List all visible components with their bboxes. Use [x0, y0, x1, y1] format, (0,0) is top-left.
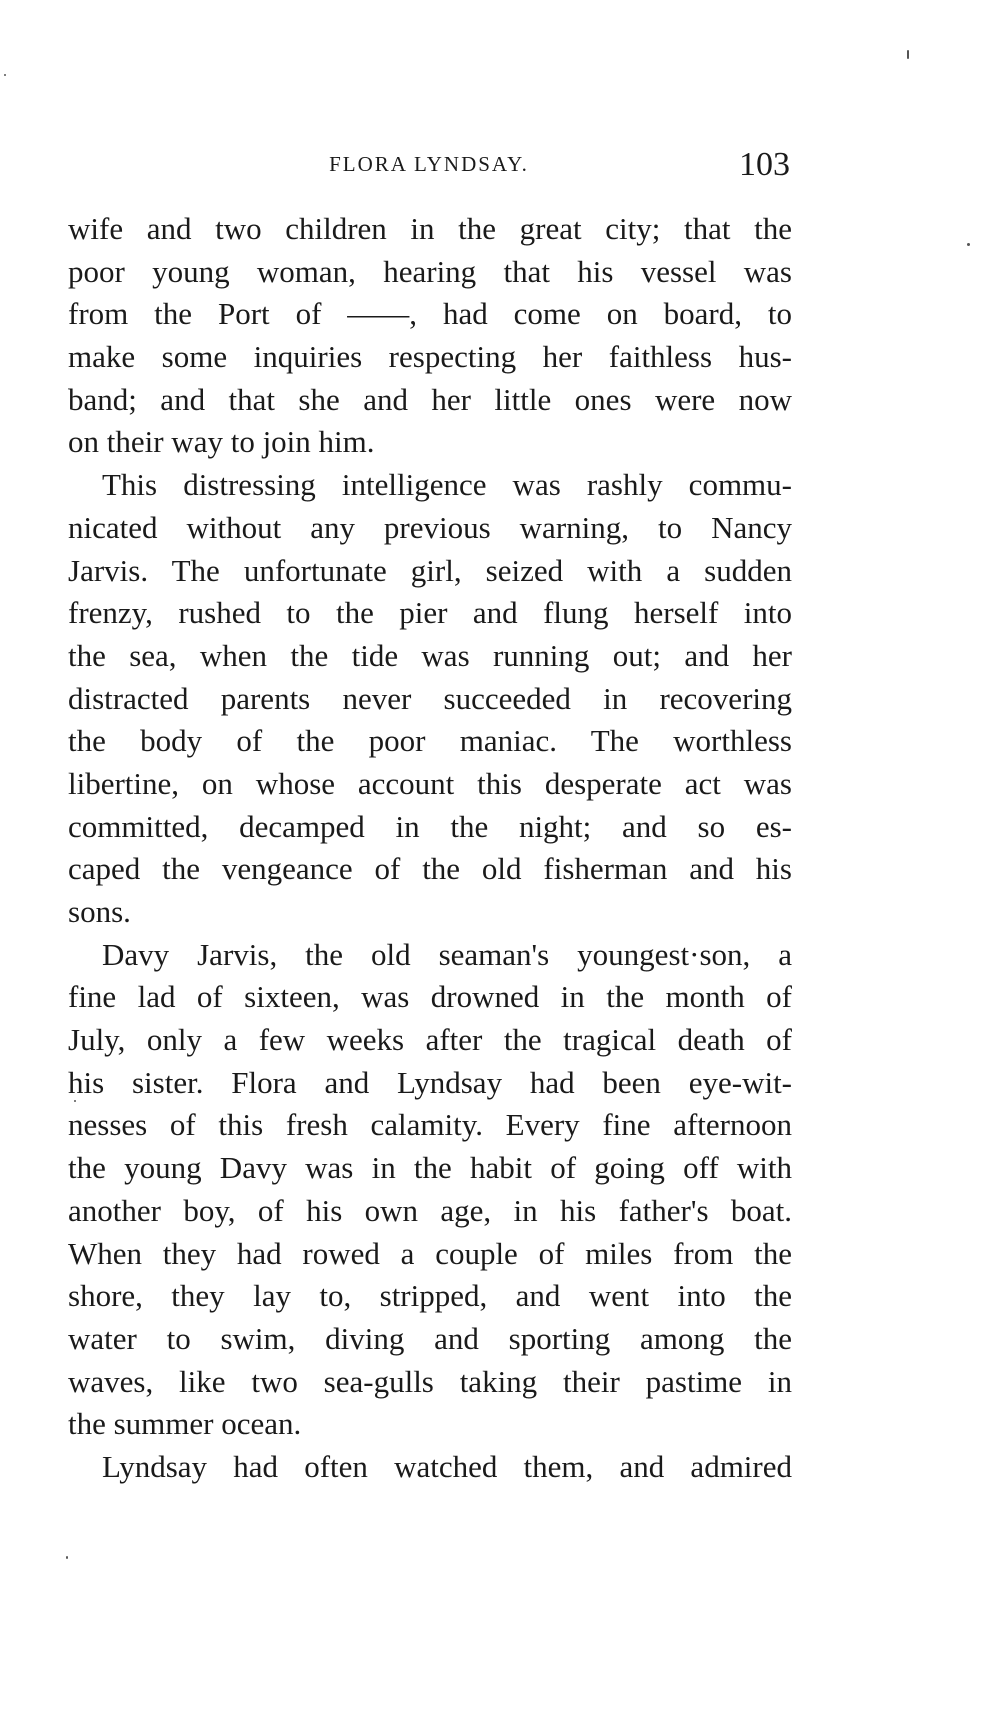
running-header: [68, 148, 790, 188]
text-line: When they had rowed a couple of miles from the: [68, 1235, 792, 1271]
text-line: distracted parents never succeeded in recovering: [68, 680, 792, 716]
scan-speck: [66, 1556, 68, 1559]
text-line: the young Davy was in the habit of going off with: [68, 1150, 792, 1186]
text-line: frenzy, rushed to the pier and flung herself into: [68, 595, 792, 631]
body-text: [68, 208, 792, 1489]
text-line: nicated without any previous warning, to Nancy: [68, 509, 792, 545]
text-line: wife and two children in the great city; that the: [68, 211, 792, 246]
text-line: the sea, when the tide was running out; and her: [68, 637, 792, 673]
text-line: July, only a few weeks after the tragical death of: [68, 1022, 792, 1058]
paragraph-start-line: Davy Jarvis, the old seaman's youngest·son, a: [102, 936, 792, 972]
text-line: the body of the poor maniac. The worthless: [68, 723, 792, 759]
text-line: shore, they lay to, stripped, and went into the: [68, 1278, 792, 1314]
paragraph-start-line: This distressing intelligence was rashly commu-: [102, 467, 792, 503]
text-line: sons.: [68, 894, 131, 929]
text-line: the summer ocean.: [68, 1406, 302, 1442]
text-line: Jarvis. The unfortunate girl, seized with a sudden: [68, 552, 792, 588]
text-line: fine lad of sixteen, was drowned in the month of: [68, 979, 792, 1015]
scan-speck: [74, 1100, 76, 1102]
text-line: waves, like two sea-gulls taking their pastime in: [68, 1363, 792, 1399]
scan-speck: [4, 74, 6, 76]
text-line: nesses of this fresh calamity. Every fine afternoon: [68, 1107, 792, 1143]
text-line: poor young woman, hearing that his vessel was: [68, 253, 792, 289]
text-line: make some inquiries respecting her faithless hus-: [68, 339, 792, 375]
running-title: FLORA LYNDSAY.: [329, 152, 529, 176]
text-line: his sister. Flora and Lyndsay had been eye-wit-: [68, 1064, 792, 1100]
scan-speck: [967, 243, 970, 246]
text-line: from the Port of ——, had come on board, to: [68, 296, 792, 332]
paragraph-start-line: Lyndsay had often watched them, and admired: [102, 1448, 792, 1484]
text-line: libertine, on whose account this desperate act was: [68, 765, 792, 801]
scan-speck: [907, 50, 909, 59]
text-line: another boy, of his own age, in his father's boat.: [68, 1192, 792, 1228]
text-line: on their way to join him.: [68, 424, 375, 460]
page-number: 103: [739, 146, 790, 183]
text-line: band; and that she and her little ones were now: [68, 381, 792, 417]
text-line: water to swim, diving and sporting among the: [68, 1320, 792, 1356]
text-line: committed, decamped in the night; and so es-: [68, 808, 792, 844]
text-line: caped the vengeance of the old fisherman and his: [68, 851, 792, 887]
